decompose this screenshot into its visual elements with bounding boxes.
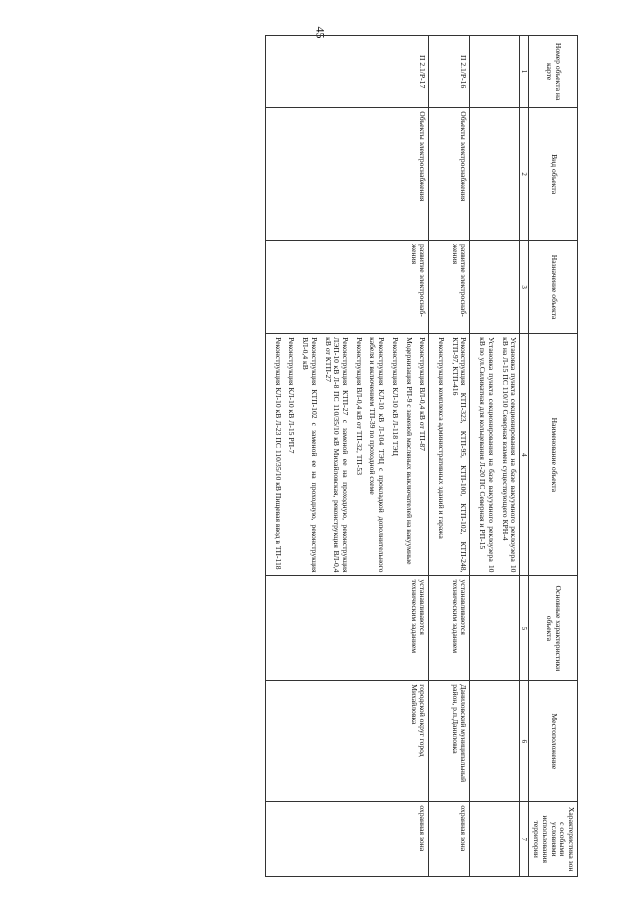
page-number: 45 bbox=[313, 26, 328, 39]
object-name: Реконструкция КЛ-10 кВ Л-104 ТЭЦ с прокладкой дополнительного кабеля и включением ТП-39 по проходной схеме bbox=[368, 337, 387, 573]
object-name: Реконструкция КЛ-10 кВ Л-118 ТЭЦ bbox=[390, 337, 400, 457]
column-number: 7 bbox=[520, 802, 529, 877]
header-cell: Вид объекта bbox=[529, 108, 578, 241]
object-name: Реконструкция ВЛ-0,4 кВ от ТП-32, ТП-53 bbox=[354, 337, 364, 476]
column-number: 2 bbox=[520, 108, 529, 241]
object-purpose: развитие электроснаб-жения bbox=[265, 241, 428, 334]
header-row bbox=[529, 36, 578, 877]
object-name: Реконструкция КТП-102 с заменой ее на проходную, реконструкция ВЛ-0,4 кВ bbox=[301, 337, 319, 573]
header-cell: Основные характеристики объекта bbox=[529, 576, 578, 681]
object-type: Объекты электроснабжения bbox=[265, 108, 428, 241]
object-name: Модернизация РП-9 с заменой масляных выключателей на вакуумные bbox=[404, 337, 414, 565]
continuation-row bbox=[470, 36, 520, 877]
column-number: 3 bbox=[520, 241, 529, 334]
object-location: городской округ город Михайловка bbox=[265, 681, 428, 802]
object-type: Объекты электроснабжения bbox=[429, 108, 470, 241]
object-name: Реконструкция комплекса административных зданий и гаража bbox=[437, 337, 447, 539]
column-number: 6 bbox=[520, 681, 529, 802]
column-number: 4 bbox=[520, 334, 529, 576]
object-number: П 2.1/Р-16 bbox=[429, 36, 470, 108]
object-name: Реконструкция КЛ-10 кВ Л-15 РП-7 bbox=[287, 337, 297, 454]
object-name: Установка пункта секционирования на базе вакуумного реклоузера 10 кВ по ул.Силикатная для кольцевания Л-20 ПС Северная и РП-15 bbox=[478, 337, 496, 573]
column-number: 5 bbox=[520, 576, 529, 681]
header-cell: Номер объекта на карте bbox=[529, 36, 578, 108]
table-row bbox=[429, 36, 470, 877]
object-location: Даниловский муниципальный район, р.п.Даниловка bbox=[429, 681, 470, 802]
table-row bbox=[265, 36, 428, 877]
header-cell: Назначение объекта bbox=[529, 241, 578, 334]
object-purpose: развитие электроснаб-жения bbox=[429, 241, 470, 334]
object-characteristics: устанавливаются техническим заданием bbox=[429, 576, 470, 681]
header-cell: Характеристика зон с особыми условиями использования территории bbox=[529, 802, 578, 877]
object-name-cell bbox=[470, 334, 520, 576]
header-cell: Наименование объекта bbox=[529, 334, 578, 576]
object-name: Реконструкция КЛ-10 кВ Л-23 ПС 110/35/10 кВ Пищевая ввод в ТП-118 bbox=[273, 337, 283, 570]
zone-characteristics: охранная зона bbox=[265, 802, 428, 877]
object-characteristics: устанавливаются техническим заданием bbox=[265, 576, 428, 681]
column-number-row bbox=[520, 36, 529, 877]
rotated-page bbox=[58, 35, 578, 877]
object-name: Реконструкция ВЛ-0,4 кВ от ТП-87 bbox=[418, 337, 428, 451]
column-number: 1 bbox=[520, 36, 529, 108]
object-name-cell bbox=[265, 334, 428, 576]
zone-characteristics: охранная зона bbox=[429, 802, 470, 877]
header-cell: Местоположение bbox=[529, 681, 578, 802]
object-name: Установка пункта секционирования на базе вакуумного реклоузера 10 кВ на Л-15 ПС 110/10 Северная взамен существующего КРН-4 bbox=[500, 337, 519, 573]
objects-table bbox=[265, 35, 578, 877]
object-name: Реконструкция КТП-323, КТП-95, КТП-100, КТП-102, КТП-248, КТП-97, КТП-416 bbox=[450, 337, 469, 573]
object-name: Реконструкция КТП-27 с заменой ее на проходную, реконструкция ЛЭП-10 кВ Л-8 ПС 110/35/10 кВ Михайловская, реконструкция ВЛ-0,4 кВ от КТП-27 bbox=[323, 337, 351, 573]
object-number: П 2.1/Р-17 bbox=[265, 36, 428, 108]
object-name-cell bbox=[429, 334, 470, 576]
